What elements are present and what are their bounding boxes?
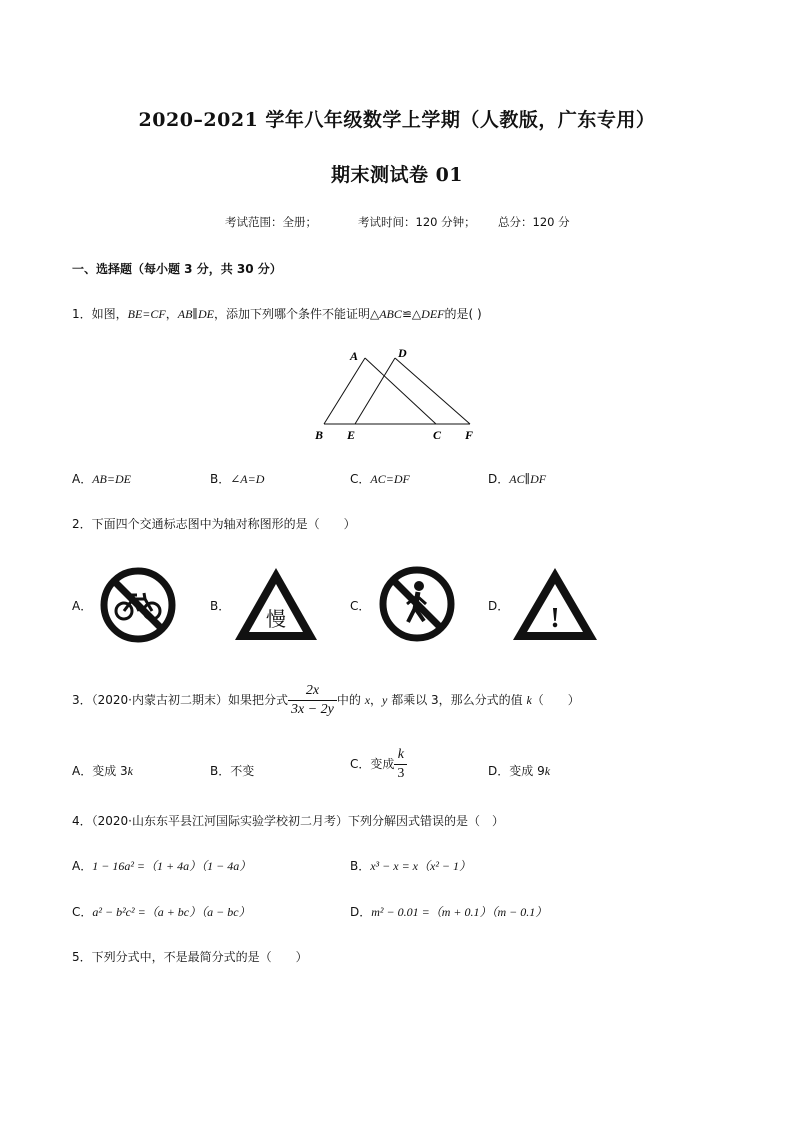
- label-C: C: [433, 428, 442, 442]
- frac-den: 3: [397, 766, 405, 781]
- q1-end: 的是( ): [444, 307, 482, 321]
- q2-option-b[interactable]: B．: [210, 599, 231, 613]
- label-F: F: [465, 428, 474, 442]
- question-4: 4．（2020·山东东平县江河国际实验学校初二月考）下列分解因式错误的是（ ）: [72, 814, 504, 828]
- option-letter: C．: [72, 905, 93, 919]
- q3-fraction: [288, 682, 337, 719]
- caution-sign-icon: [510, 564, 600, 644]
- q3-end: （ ）: [531, 693, 580, 707]
- option-letter: C．: [350, 757, 371, 771]
- option-text: 变成 9: [509, 764, 545, 778]
- q1-option-d[interactable]: [488, 470, 546, 487]
- q2-option-c[interactable]: C．: [350, 599, 371, 613]
- label-D: D: [398, 346, 407, 360]
- q3-option-b[interactable]: [210, 762, 254, 779]
- option-letter: C．: [350, 472, 371, 486]
- q1-option-a[interactable]: [72, 470, 131, 487]
- q1-triangle-figure: [300, 340, 490, 450]
- option-text: 变成: [370, 757, 395, 771]
- q4-option-a[interactable]: [72, 857, 251, 874]
- option-text: 不变: [230, 764, 255, 778]
- label-A: A: [350, 349, 359, 363]
- option-text: AC=DF: [370, 472, 410, 486]
- q1-number: 1．如图，: [72, 307, 128, 321]
- caution-char: !: [550, 603, 560, 634]
- option-text: a² − b²c² =（a + bc）（a − bc）: [92, 905, 251, 919]
- section-heading: 一、选择题（每小题 3 分，共 30 分）: [72, 262, 282, 276]
- option-letter: D．: [350, 905, 372, 919]
- q3-option-c-fraction: [394, 746, 407, 783]
- label-E: E: [347, 428, 356, 442]
- question-5: 5．下列分式中，不是最简分式的是（ ）: [72, 950, 308, 964]
- q4-option-c[interactable]: [72, 903, 251, 920]
- q1-cond2: AB∥DE: [177, 307, 214, 321]
- q1-tri2: DEF: [421, 307, 445, 321]
- q3-option-d[interactable]: [488, 762, 550, 779]
- label-B: B: [315, 428, 324, 442]
- q3-tail: 都乘以 3，那么分式的值: [387, 693, 527, 707]
- q1-mid: ，添加下列哪个条件不能证明△: [213, 307, 380, 321]
- q3-option-c[interactable]: [350, 746, 407, 783]
- q3-option-a[interactable]: [72, 762, 133, 779]
- option-var: k: [544, 764, 551, 778]
- q3-prefix: 3．（2020·内蒙古初二期末）如果把分式: [72, 693, 288, 707]
- option-letter: D．: [488, 764, 510, 778]
- option-letter: B．: [210, 472, 231, 486]
- option-text: AC∥DF: [509, 472, 547, 486]
- option-text: x³ − x = x（x² − 1）: [370, 859, 472, 873]
- exam-scope: 考试范围：全册；: [225, 215, 317, 229]
- slow-warning-sign-icon: [232, 564, 320, 644]
- option-letter: B．: [210, 764, 231, 778]
- q3-x: x: [364, 693, 371, 707]
- option-text: 变成 3: [92, 764, 128, 778]
- option-text: AB=DE: [92, 472, 131, 486]
- q4-option-d[interactable]: [350, 903, 547, 920]
- page-title: 2020–2021 学年八年级数学上学期（人教版，广东专用）: [138, 109, 656, 131]
- question-3: [72, 682, 580, 719]
- q3-mid: 中的: [336, 693, 365, 707]
- option-letter: A．: [72, 859, 93, 873]
- q1-tri1: ABC: [379, 307, 402, 321]
- q3-y: y: [382, 693, 388, 707]
- question-1: [72, 305, 482, 322]
- frac-num: k: [394, 746, 407, 765]
- q1-option-c[interactable]: [350, 470, 410, 487]
- slow-char: 慢: [266, 609, 286, 631]
- option-var: k: [127, 764, 133, 778]
- q1-sep: ，: [165, 307, 178, 321]
- exam-time: 考试时间：120 分钟；: [358, 215, 476, 229]
- q3-frac-num: 2x: [288, 682, 337, 701]
- q3-comma: ，: [370, 693, 383, 707]
- option-text: 1 − 16a² =（1 + 4a）（1 − 4a）: [92, 859, 252, 873]
- option-text: m² − 0.01 =（m + 0.1）（m − 0.1）: [371, 905, 548, 919]
- q3-k: k: [526, 693, 532, 707]
- q3-frac-den: 3x − 2y: [291, 702, 334, 717]
- option-text: ∠A=D: [230, 472, 265, 486]
- q1-option-b[interactable]: [210, 470, 264, 487]
- option-letter: A．: [72, 472, 93, 486]
- q1-cond1: BE=CF: [127, 307, 166, 321]
- q2-option-d[interactable]: D．: [488, 599, 510, 613]
- no-bicycle-sign-icon: [97, 566, 179, 644]
- q1-cong: ≌△: [401, 307, 422, 321]
- option-letter: A．: [72, 764, 93, 778]
- option-letter: D．: [488, 472, 510, 486]
- q4-option-b[interactable]: [350, 857, 471, 874]
- question-2: 2．下面四个交通标志图中为轴对称图形的是（ ）: [72, 517, 356, 531]
- exam-score: 总分：120 分: [498, 215, 570, 229]
- option-letter: B．: [350, 859, 371, 873]
- page-subtitle: 期末测试卷 01: [330, 164, 464, 186]
- q2-option-a[interactable]: A．: [72, 599, 93, 613]
- no-pedestrian-sign-icon: [376, 564, 458, 644]
